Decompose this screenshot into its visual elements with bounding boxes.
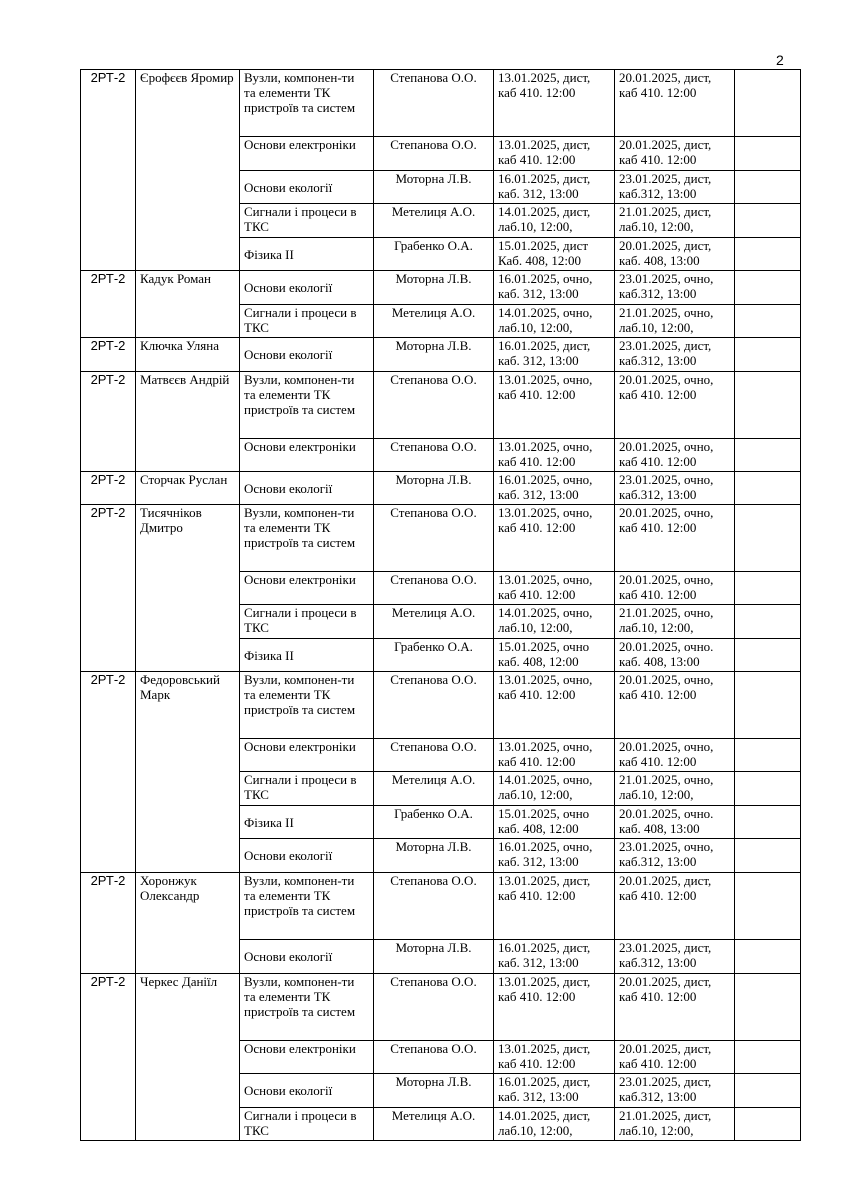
second-date-cell: 23.01.2025, дист, каб.312, 13:00: [615, 940, 735, 974]
subject-cell: Основи екології: [240, 472, 374, 505]
second-date-cell: 20.01.2025, очно, каб 410. 12:00: [615, 372, 735, 439]
first-date-cell: 14.01.2025, очно, лаб.10, 12:00,: [494, 772, 615, 806]
empty-cell: [735, 572, 801, 605]
table-row: [81, 271, 801, 305]
second-date-cell: 20.01.2025, дист, каб 410. 12:00: [615, 873, 735, 940]
empty-cell: [735, 238, 801, 271]
first-date-cell: 16.01.2025, очно, каб. 312, 13:00: [494, 271, 615, 305]
empty-cell: [735, 171, 801, 204]
first-date-cell: 13.01.2025, очно, каб 410. 12:00: [494, 372, 615, 439]
first-date-cell: 15.01.2025, очно каб. 408, 12:00: [494, 639, 615, 672]
second-date-cell: 23.01.2025, дист, каб.312, 13:00: [615, 1074, 735, 1108]
teacher-cell: Грабенко О.А.: [374, 238, 494, 271]
subject-cell: Вузли, компонен-ти та елементи ТК пристроїв та систем: [240, 974, 374, 1041]
first-date-cell: 16.01.2025, дист, каб. 312, 13:00: [494, 338, 615, 372]
second-date-cell: 23.01.2025, дист, каб.312, 13:00: [615, 171, 735, 204]
second-date-cell: 20.01.2025, очно, каб 410. 12:00: [615, 439, 735, 472]
teacher-cell: Степанова О.О.: [374, 439, 494, 472]
teacher-cell: Степанова О.О.: [374, 1041, 494, 1074]
group-cell: 2РТ-2: [81, 472, 136, 505]
exam-schedule-table: [80, 69, 801, 1141]
first-date-cell: 13.01.2025, очно, каб 410. 12:00: [494, 439, 615, 472]
second-date-cell: 20.01.2025, очно. каб. 408, 13:00: [615, 639, 735, 672]
empty-cell: [735, 271, 801, 305]
teacher-cell: Метелиця А.О.: [374, 605, 494, 639]
first-date-cell: 13.01.2025, очно, каб 410. 12:00: [494, 572, 615, 605]
group-cell: 2РТ-2: [81, 70, 136, 271]
group-cell: 2РТ-2: [81, 338, 136, 372]
first-date-cell: 16.01.2025, дист, каб. 312, 13:00: [494, 171, 615, 204]
first-date-cell: 13.01.2025, очно, каб 410. 12:00: [494, 505, 615, 572]
empty-cell: [735, 1041, 801, 1074]
teacher-cell: Степанова О.О.: [374, 974, 494, 1041]
group-cell: 2РТ-2: [81, 271, 136, 338]
empty-cell: [735, 940, 801, 974]
second-date-cell: 23.01.2025, очно, каб.312, 13:00: [615, 839, 735, 873]
table-row: [81, 372, 801, 439]
teacher-cell: Грабенко О.А.: [374, 806, 494, 839]
subject-cell: Фізика ІІ: [240, 639, 374, 672]
first-date-cell: 13.01.2025, дист, каб 410. 12:00: [494, 1041, 615, 1074]
student-name-cell: Матвєєв Андрій: [136, 372, 240, 472]
second-date-cell: 20.01.2025, дист, каб 410. 12:00: [615, 137, 735, 171]
teacher-cell: Степанова О.О.: [374, 70, 494, 137]
second-date-cell: 21.01.2025, дист, лаб.10, 12:00,: [615, 204, 735, 238]
student-name-cell: Федоровський Марк: [136, 672, 240, 873]
second-date-cell: 20.01.2025, очно. каб. 408, 13:00: [615, 806, 735, 839]
empty-cell: [735, 137, 801, 171]
first-date-cell: 13.01.2025, очно, каб 410. 12:00: [494, 739, 615, 772]
first-date-cell: 14.01.2025, дист, лаб.10, 12:00,: [494, 1108, 615, 1141]
student-name-cell: Черкес Даніїл: [136, 974, 240, 1141]
first-date-cell: 13.01.2025, дист, каб 410. 12:00: [494, 70, 615, 137]
first-date-cell: 16.01.2025, очно, каб. 312, 13:00: [494, 839, 615, 873]
teacher-cell: Моторна Л.В.: [374, 839, 494, 873]
second-date-cell: 20.01.2025, очно, каб 410. 12:00: [615, 739, 735, 772]
second-date-cell: 23.01.2025, очно, каб.312, 13:00: [615, 472, 735, 505]
group-cell: 2РТ-2: [81, 974, 136, 1141]
group-cell: 2РТ-2: [81, 372, 136, 472]
subject-cell: Вузли, компонен-ти та елементи ТК пристроїв та систем: [240, 505, 374, 572]
subject-cell: Основи електроніки: [240, 739, 374, 772]
subject-cell: Основи екології: [240, 839, 374, 873]
first-date-cell: 14.01.2025, очно, лаб.10, 12:00,: [494, 305, 615, 338]
subject-cell: Сигнали і процеси в ТКС: [240, 772, 374, 806]
empty-cell: [735, 472, 801, 505]
subject-cell: Основи електроніки: [240, 439, 374, 472]
second-date-cell: 23.01.2025, очно, каб.312, 13:00: [615, 271, 735, 305]
empty-cell: [735, 739, 801, 772]
empty-cell: [735, 204, 801, 238]
second-date-cell: 20.01.2025, дист, каб. 408, 13:00: [615, 238, 735, 271]
subject-cell: Вузли, компонен-ти та елементи ТК пристроїв та систем: [240, 873, 374, 940]
empty-cell: [735, 806, 801, 839]
empty-cell: [735, 974, 801, 1041]
subject-cell: Основи електроніки: [240, 572, 374, 605]
subject-cell: Сигнали і процеси в ТКС: [240, 305, 374, 338]
teacher-cell: Метелиця А.О.: [374, 1108, 494, 1141]
table-row: [81, 70, 801, 137]
table-row: [81, 873, 801, 940]
second-date-cell: 20.01.2025, очно, каб 410. 12:00: [615, 572, 735, 605]
teacher-cell: Степанова О.О.: [374, 572, 494, 605]
second-date-cell: 20.01.2025, очно, каб 410. 12:00: [615, 672, 735, 739]
second-date-cell: 21.01.2025, очно, лаб.10, 12:00,: [615, 605, 735, 639]
subject-cell: Сигнали і процеси в ТКС: [240, 204, 374, 238]
first-date-cell: 16.01.2025, очно, каб. 312, 13:00: [494, 472, 615, 505]
teacher-cell: Степанова О.О.: [374, 505, 494, 572]
subject-cell: Основи екології: [240, 338, 374, 372]
table-row: [81, 505, 801, 572]
subject-cell: Основи екології: [240, 940, 374, 974]
second-date-cell: 21.01.2025, дист, лаб.10, 12:00,: [615, 1108, 735, 1141]
subject-cell: Сигнали і процеси в ТКС: [240, 605, 374, 639]
student-name-cell: Хоронжук Олександр: [136, 873, 240, 974]
teacher-cell: Метелиця А.О.: [374, 305, 494, 338]
empty-cell: [735, 1074, 801, 1108]
teacher-cell: Моторна Л.В.: [374, 271, 494, 305]
first-date-cell: 13.01.2025, дист, каб 410. 12:00: [494, 974, 615, 1041]
teacher-cell: Степанова О.О.: [374, 137, 494, 171]
empty-cell: [735, 772, 801, 806]
student-name-cell: Сторчак Руслан: [136, 472, 240, 505]
group-cell: 2РТ-2: [81, 505, 136, 672]
empty-cell: [735, 605, 801, 639]
group-cell: 2РТ-2: [81, 672, 136, 873]
subject-cell: Основи екології: [240, 171, 374, 204]
student-name-cell: Тисячніков Дмитро: [136, 505, 240, 672]
teacher-cell: Моторна Л.В.: [374, 171, 494, 204]
subject-cell: Вузли, компонен-ти та елементи ТК пристроїв та систем: [240, 372, 374, 439]
second-date-cell: 21.01.2025, очно, лаб.10, 12:00,: [615, 772, 735, 806]
second-date-cell: 20.01.2025, дист, каб 410. 12:00: [615, 1041, 735, 1074]
teacher-cell: Метелиця А.О.: [374, 772, 494, 806]
subject-cell: Вузли, компонен-ти та елементи ТК пристроїв та систем: [240, 672, 374, 739]
empty-cell: [735, 839, 801, 873]
first-date-cell: 15.01.2025, дист Каб. 408, 12:00: [494, 238, 615, 271]
empty-cell: [735, 505, 801, 572]
empty-cell: [735, 305, 801, 338]
group-cell: 2РТ-2: [81, 873, 136, 974]
table-row: [81, 338, 801, 372]
first-date-cell: 16.01.2025, дист, каб. 312, 13:00: [494, 940, 615, 974]
student-name-cell: Кадук Роман: [136, 271, 240, 338]
teacher-cell: Метелиця А.О.: [374, 204, 494, 238]
empty-cell: [735, 439, 801, 472]
empty-cell: [735, 873, 801, 940]
teacher-cell: Моторна Л.В.: [374, 338, 494, 372]
empty-cell: [735, 338, 801, 372]
subject-cell: Основи екології: [240, 271, 374, 305]
student-name-cell: Ключка Уляна: [136, 338, 240, 372]
teacher-cell: Степанова О.О.: [374, 739, 494, 772]
first-date-cell: 13.01.2025, очно, каб 410. 12:00: [494, 672, 615, 739]
table-row: [81, 672, 801, 739]
empty-cell: [735, 372, 801, 439]
teacher-cell: Моторна Л.В.: [374, 472, 494, 505]
teacher-cell: Степанова О.О.: [374, 672, 494, 739]
empty-cell: [735, 1108, 801, 1141]
second-date-cell: 21.01.2025, очно, лаб.10, 12:00,: [615, 305, 735, 338]
table-row: [81, 974, 801, 1041]
first-date-cell: 14.01.2025, дист, лаб.10, 12:00,: [494, 204, 615, 238]
table-row: [81, 472, 801, 505]
subject-cell: Основи електроніки: [240, 137, 374, 171]
first-date-cell: 15.01.2025, очно каб. 408, 12:00: [494, 806, 615, 839]
second-date-cell: 23.01.2025, дист, каб.312, 13:00: [615, 338, 735, 372]
second-date-cell: 20.01.2025, очно, каб 410. 12:00: [615, 505, 735, 572]
teacher-cell: Моторна Л.В.: [374, 1074, 494, 1108]
teacher-cell: Степанова О.О.: [374, 372, 494, 439]
teacher-cell: Степанова О.О.: [374, 873, 494, 940]
first-date-cell: 13.01.2025, дист, каб 410. 12:00: [494, 873, 615, 940]
second-date-cell: 20.01.2025, дист, каб 410. 12:00: [615, 70, 735, 137]
empty-cell: [735, 639, 801, 672]
subject-cell: Фізика ІІ: [240, 806, 374, 839]
subject-cell: Основи екології: [240, 1074, 374, 1108]
empty-cell: [735, 70, 801, 137]
subject-cell: Сигнали і процеси в ТКС: [240, 1108, 374, 1141]
second-date-cell: 20.01.2025, дист, каб 410. 12:00: [615, 974, 735, 1041]
first-date-cell: 14.01.2025, очно, лаб.10, 12:00,: [494, 605, 615, 639]
subject-cell: Основи електроніки: [240, 1041, 374, 1074]
page-number: 2: [776, 52, 784, 68]
subject-cell: Вузли, компонен-ти та елементи ТК пристроїв та систем: [240, 70, 374, 137]
teacher-cell: Грабенко О.А.: [374, 639, 494, 672]
first-date-cell: 13.01.2025, дист, каб 410. 12:00: [494, 137, 615, 171]
student-name-cell: Єрофєєв Яромир: [136, 70, 240, 271]
teacher-cell: Моторна Л.В.: [374, 940, 494, 974]
subject-cell: Фізика ІІ: [240, 238, 374, 271]
empty-cell: [735, 672, 801, 739]
first-date-cell: 16.01.2025, дист, каб. 312, 13:00: [494, 1074, 615, 1108]
